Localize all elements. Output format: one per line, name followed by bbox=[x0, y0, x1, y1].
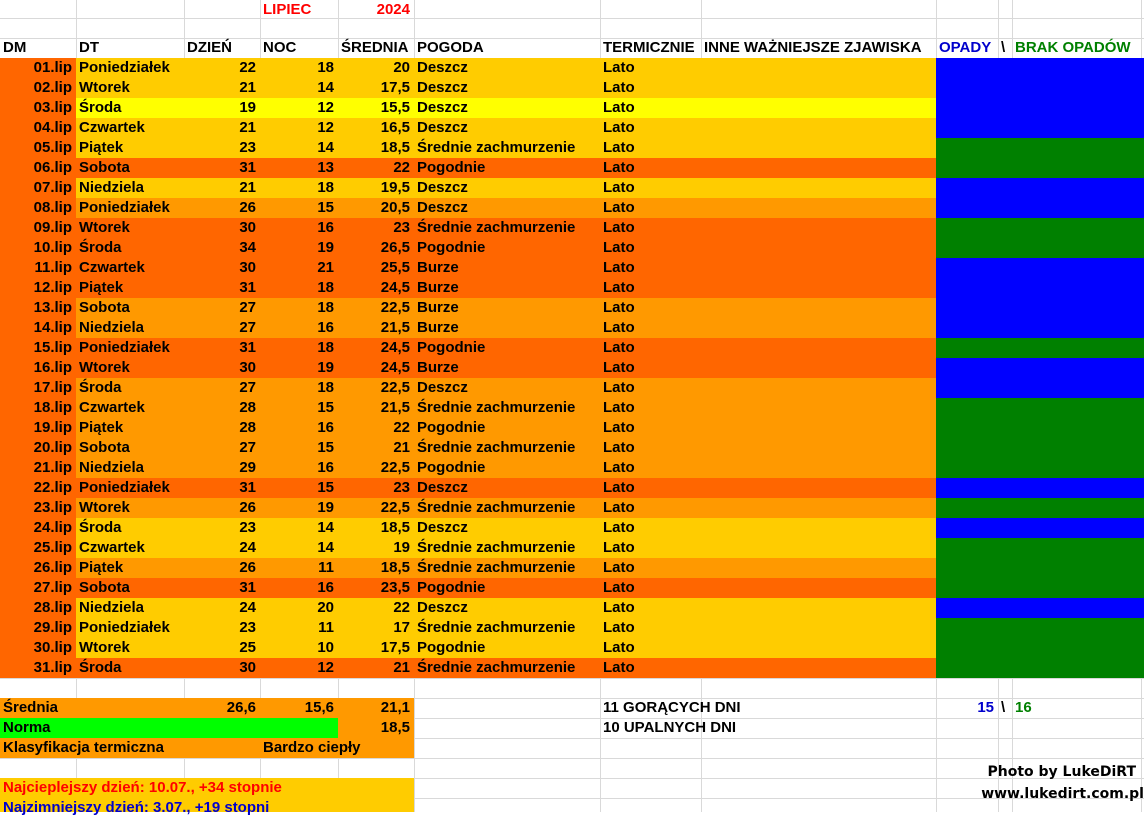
day-temp-cell: 27 bbox=[239, 379, 256, 396]
weekday-cell: Wtorek bbox=[79, 499, 130, 516]
header-pogoda: POGODA bbox=[417, 39, 484, 56]
avg-temp-cell: 22,5 bbox=[380, 299, 410, 316]
avg-temp-cell: 24,5 bbox=[380, 279, 410, 296]
night-temp-cell: 14 bbox=[317, 139, 334, 156]
thermal-cell: Lato bbox=[603, 539, 635, 556]
precip-dry-cell bbox=[936, 418, 1144, 438]
day-temp-cell: 26 bbox=[239, 499, 256, 516]
precip-rain-cell bbox=[936, 298, 1144, 318]
warmest-day-note: Najcieplejszy dzień: 10.07., +34 stopnie bbox=[3, 779, 282, 796]
header-dm: DM bbox=[3, 39, 27, 56]
thermal-cell: Lato bbox=[603, 179, 635, 196]
avg-temp-cell: 23 bbox=[393, 219, 410, 236]
precip-rain-cell bbox=[936, 198, 1144, 218]
weekday-cell: Środa bbox=[79, 99, 122, 116]
thermal-cell: Lato bbox=[603, 639, 635, 656]
day-temp-cell: 23 bbox=[239, 139, 256, 156]
precip-dry-cell bbox=[936, 638, 1144, 658]
date-cell: 26.lip bbox=[33, 559, 72, 576]
weather-cell: Deszcz bbox=[417, 479, 468, 496]
thermal-cell: Lato bbox=[603, 419, 635, 436]
day-temp-cell: 31 bbox=[239, 479, 256, 496]
header-noc: NOC bbox=[263, 39, 297, 56]
night-temp-cell: 15 bbox=[317, 399, 334, 416]
day-temp-cell: 28 bbox=[239, 419, 256, 436]
avg-temp-cell: 22,5 bbox=[380, 379, 410, 396]
thermal-cell: Lato bbox=[603, 79, 635, 96]
date-cell: 12.lip bbox=[33, 279, 72, 296]
coldest-day-note: Najzimniejszy dzień: 3.07., +19 stopni bbox=[3, 799, 270, 816]
precip-rain-cell bbox=[936, 58, 1144, 78]
weather-cell: Burze bbox=[417, 259, 459, 276]
precip-dry-cell bbox=[936, 618, 1144, 638]
thermal-cell: Lato bbox=[603, 219, 635, 236]
precip-rain-cell bbox=[936, 518, 1144, 538]
precip-rain-cell bbox=[936, 78, 1144, 98]
avg-temp-cell: 17,5 bbox=[380, 79, 410, 96]
night-temp-cell: 21 bbox=[317, 259, 334, 276]
day-temp-cell: 19 bbox=[239, 99, 256, 116]
day-temp-cell: 30 bbox=[239, 259, 256, 276]
avg-temp-cell: 23 bbox=[393, 479, 410, 496]
month-title: LIPIEC bbox=[263, 1, 312, 18]
weather-cell: Średnie zachmurzenie bbox=[417, 139, 576, 156]
weekday-cell: Niedziela bbox=[79, 459, 145, 476]
thermal-cell: Lato bbox=[603, 319, 635, 336]
thermal-cell: Lato bbox=[603, 359, 635, 376]
precip-rain-cell bbox=[936, 118, 1144, 138]
photo-credit: Photo by LukeDiRT bbox=[987, 764, 1136, 780]
weather-cell: Deszcz bbox=[417, 519, 468, 536]
night-temp-cell: 16 bbox=[317, 419, 334, 436]
weather-cell: Burze bbox=[417, 279, 459, 296]
night-temp-cell: 19 bbox=[317, 499, 334, 516]
night-temp-cell: 15 bbox=[317, 479, 334, 496]
weather-cell: Średnie zachmurzenie bbox=[417, 619, 576, 636]
avg-temp-cell: 21,5 bbox=[380, 399, 410, 416]
avg-temp-cell: 21,5 bbox=[380, 319, 410, 336]
avg-temp-cell: 20,5 bbox=[380, 199, 410, 216]
night-temp-cell: 19 bbox=[317, 359, 334, 376]
srednia-label: Średnia bbox=[3, 699, 59, 716]
day-temp-cell: 23 bbox=[239, 619, 256, 636]
date-cell: 06.lip bbox=[33, 159, 72, 176]
avg-temp-cell: 19,5 bbox=[380, 179, 410, 196]
day-temp-cell: 24 bbox=[239, 539, 256, 556]
precip-rain-cell bbox=[936, 598, 1144, 618]
date-cell: 16.lip bbox=[33, 359, 72, 376]
precip-rain-cell bbox=[936, 278, 1144, 298]
night-temp-cell: 11 bbox=[318, 559, 334, 576]
day-temp-cell: 30 bbox=[239, 659, 256, 676]
weekday-cell: Czwartek bbox=[79, 119, 145, 136]
weekday-cell: Sobota bbox=[79, 579, 130, 596]
grid-row-line bbox=[0, 758, 1144, 759]
header-dt: DT bbox=[79, 39, 99, 56]
weekday-cell: Wtorek bbox=[79, 639, 130, 656]
date-cell: 31.lip bbox=[33, 659, 72, 676]
year-title: 2024 bbox=[376, 1, 410, 18]
night-temp-cell: 20 bbox=[317, 599, 334, 616]
weekday-cell: Piątek bbox=[79, 279, 124, 296]
day-temp-cell: 31 bbox=[239, 339, 256, 356]
weather-cell: Średnie zachmurzenie bbox=[417, 559, 576, 576]
thermal-cell: Lato bbox=[603, 579, 635, 596]
website-credit: www.lukedirt.com.pl bbox=[981, 786, 1144, 802]
avg-temp-cell: 19 bbox=[393, 539, 410, 556]
weekday-cell: Niedziela bbox=[79, 599, 145, 616]
thermal-cell: Lato bbox=[603, 259, 635, 276]
grid-row-line bbox=[0, 18, 1144, 19]
weather-cell: Średnie zachmurzenie bbox=[417, 399, 576, 416]
weather-cell: Deszcz bbox=[417, 199, 468, 216]
weekday-cell: Niedziela bbox=[79, 319, 145, 336]
night-temp-cell: 14 bbox=[317, 519, 334, 536]
weather-cell: Deszcz bbox=[417, 59, 468, 76]
srednia-day: 26,6 bbox=[226, 699, 256, 716]
thermal-cell: Lato bbox=[603, 399, 635, 416]
avg-temp-cell: 22,5 bbox=[380, 499, 410, 516]
date-cell: 11.lip bbox=[34, 259, 72, 276]
scorching-days-count: 10 UPALNYCH DNI bbox=[603, 719, 737, 736]
night-temp-cell: 14 bbox=[317, 79, 334, 96]
weather-cell: Deszcz bbox=[417, 79, 468, 96]
weather-cell: Deszcz bbox=[417, 379, 468, 396]
weather-cell: Średnie zachmurzenie bbox=[417, 539, 576, 556]
day-temp-cell: 27 bbox=[239, 299, 256, 316]
weekday-cell: Czwartek bbox=[79, 399, 145, 416]
avg-temp-cell: 21 bbox=[393, 659, 410, 676]
weather-cell: Średnie zachmurzenie bbox=[417, 499, 576, 516]
avg-temp-cell: 23,5 bbox=[380, 579, 410, 596]
weather-cell: Pogodnie bbox=[417, 459, 486, 476]
thermal-cell: Lato bbox=[603, 59, 635, 76]
thermal-cell: Lato bbox=[603, 379, 635, 396]
thermal-cell: Lato bbox=[603, 339, 635, 356]
avg-temp-cell: 15,5 bbox=[380, 99, 410, 116]
weekday-cell: Sobota bbox=[79, 299, 130, 316]
day-temp-cell: 30 bbox=[239, 359, 256, 376]
weekday-cell: Środa bbox=[79, 659, 122, 676]
date-cell: 15.lip bbox=[33, 339, 72, 356]
day-temp-cell: 29 bbox=[239, 459, 256, 476]
date-cell: 20.lip bbox=[33, 439, 72, 456]
avg-temp-cell: 18,5 bbox=[380, 139, 410, 156]
thermal-cell: Lato bbox=[603, 159, 635, 176]
norma-value: 18,5 bbox=[380, 719, 410, 736]
weekday-cell: Czwartek bbox=[79, 259, 145, 276]
weather-cell: Deszcz bbox=[417, 119, 468, 136]
night-temp-cell: 18 bbox=[317, 379, 334, 396]
night-temp-cell: 14 bbox=[317, 539, 334, 556]
precip-dry-cell bbox=[936, 458, 1144, 478]
header-opady: OPADY bbox=[939, 39, 992, 56]
night-temp-cell: 16 bbox=[317, 319, 334, 336]
weather-cell: Średnie zachmurzenie bbox=[417, 439, 576, 456]
night-temp-cell: 15 bbox=[317, 199, 334, 216]
weather-cell: Pogodnie bbox=[417, 239, 486, 256]
precip-rain-cell bbox=[936, 378, 1144, 398]
avg-temp-cell: 22 bbox=[393, 599, 410, 616]
date-cell: 02.lip bbox=[33, 79, 72, 96]
date-cell: 24.lip bbox=[33, 519, 72, 536]
thermal-cell: Lato bbox=[603, 519, 635, 536]
date-cell: 08.lip bbox=[33, 199, 72, 216]
night-temp-cell: 11 bbox=[318, 619, 334, 636]
avg-temp-cell: 22 bbox=[393, 419, 410, 436]
weather-cell: Pogodnie bbox=[417, 339, 486, 356]
precip-rain-cell bbox=[936, 358, 1144, 378]
weather-cell: Burze bbox=[417, 359, 459, 376]
precip-rain-cell bbox=[936, 318, 1144, 338]
day-temp-cell: 23 bbox=[239, 519, 256, 536]
night-temp-cell: 12 bbox=[317, 659, 334, 676]
day-temp-cell: 24 bbox=[239, 599, 256, 616]
weekday-cell: Środa bbox=[79, 519, 122, 536]
dry-days-count: 16 bbox=[1015, 699, 1032, 716]
weather-cell: Średnie zachmurzenie bbox=[417, 219, 576, 236]
weekday-cell: Wtorek bbox=[79, 359, 130, 376]
day-temp-cell: 30 bbox=[239, 219, 256, 236]
weather-cell: Burze bbox=[417, 299, 459, 316]
weekday-cell: Środa bbox=[79, 239, 122, 256]
precip-dry-cell bbox=[936, 538, 1144, 558]
date-cell: 22.lip bbox=[33, 479, 72, 496]
avg-temp-cell: 16,5 bbox=[380, 119, 410, 136]
klasyfikacja-value: Bardzo ciepły bbox=[263, 739, 361, 756]
date-cell: 21.lip bbox=[33, 459, 72, 476]
thermal-cell: Lato bbox=[603, 559, 635, 576]
weather-cell: Burze bbox=[417, 319, 459, 336]
avg-temp-cell: 17,5 bbox=[380, 639, 410, 656]
thermal-cell: Lato bbox=[603, 619, 635, 636]
weather-cell: Deszcz bbox=[417, 179, 468, 196]
count-separator: \ bbox=[1001, 699, 1006, 716]
weekday-cell: Poniedziałek bbox=[79, 339, 170, 356]
precip-dry-cell bbox=[936, 398, 1144, 418]
thermal-cell: Lato bbox=[603, 499, 635, 516]
header-brak-opadow: BRAK OPADÓW bbox=[1015, 39, 1131, 56]
date-cell: 13.lip bbox=[33, 299, 72, 316]
thermal-cell: Lato bbox=[603, 439, 635, 456]
precip-rain-cell bbox=[936, 258, 1144, 278]
date-cell: 30.lip bbox=[33, 639, 72, 656]
weather-cell: Pogodnie bbox=[417, 639, 486, 656]
weather-cell: Deszcz bbox=[417, 99, 468, 116]
night-temp-cell: 19 bbox=[317, 239, 334, 256]
avg-temp-cell: 25,5 bbox=[380, 259, 410, 276]
weekday-cell: Poniedziałek bbox=[79, 199, 170, 216]
date-cell: 17.lip bbox=[33, 379, 72, 396]
thermal-cell: Lato bbox=[603, 279, 635, 296]
weekday-cell: Poniedziałek bbox=[79, 479, 170, 496]
day-temp-cell: 21 bbox=[239, 119, 256, 136]
srednia-avg: 21,1 bbox=[380, 699, 410, 716]
thermal-cell: Lato bbox=[603, 479, 635, 496]
thermal-cell: Lato bbox=[603, 99, 635, 116]
date-cell: 28.lip bbox=[33, 599, 72, 616]
night-temp-cell: 18 bbox=[317, 59, 334, 76]
day-temp-cell: 31 bbox=[239, 579, 256, 596]
avg-temp-cell: 17 bbox=[393, 619, 410, 636]
weekday-cell: Sobota bbox=[79, 439, 130, 456]
header-termicznie: TERMICZNIE bbox=[603, 39, 695, 56]
weekday-cell: Piątek bbox=[79, 139, 124, 156]
night-temp-cell: 18 bbox=[317, 299, 334, 316]
weather-cell: Pogodnie bbox=[417, 159, 486, 176]
avg-temp-cell: 21 bbox=[393, 439, 410, 456]
avg-temp-cell: 26,5 bbox=[380, 239, 410, 256]
norma-label: Norma bbox=[3, 719, 51, 736]
night-temp-cell: 16 bbox=[317, 219, 334, 236]
avg-temp-cell: 18,5 bbox=[380, 519, 410, 536]
weekday-cell: Niedziela bbox=[79, 179, 145, 196]
night-temp-cell: 18 bbox=[317, 339, 334, 356]
weekday-cell: Wtorek bbox=[79, 219, 130, 236]
night-temp-cell: 10 bbox=[317, 639, 334, 656]
date-cell: 09.lip bbox=[33, 219, 72, 236]
thermal-cell: Lato bbox=[603, 139, 635, 156]
thermal-cell: Lato bbox=[603, 299, 635, 316]
weather-cell: Pogodnie bbox=[417, 579, 486, 596]
weekday-cell: Sobota bbox=[79, 159, 130, 176]
night-temp-cell: 16 bbox=[317, 579, 334, 596]
precip-rain-cell bbox=[936, 98, 1144, 118]
hot-days-count: 11 GORĄCYCH DNI bbox=[603, 699, 741, 716]
weekday-cell: Czwartek bbox=[79, 539, 145, 556]
thermal-cell: Lato bbox=[603, 199, 635, 216]
weekday-cell: Poniedziałek bbox=[79, 59, 170, 76]
precip-dry-cell bbox=[936, 658, 1144, 678]
day-temp-cell: 26 bbox=[239, 559, 256, 576]
precip-dry-cell bbox=[936, 558, 1144, 578]
precip-dry-cell bbox=[936, 338, 1144, 358]
day-temp-cell: 21 bbox=[239, 79, 256, 96]
date-cell: 03.lip bbox=[33, 99, 72, 116]
date-cell: 27.lip bbox=[33, 579, 72, 596]
date-cell: 07.lip bbox=[33, 179, 72, 196]
date-cell: 05.lip bbox=[33, 139, 72, 156]
weekday-cell: Wtorek bbox=[79, 79, 130, 96]
precip-dry-cell bbox=[936, 218, 1144, 238]
precip-dry-cell bbox=[936, 138, 1144, 158]
day-temp-cell: 34 bbox=[239, 239, 256, 256]
night-temp-cell: 15 bbox=[317, 439, 334, 456]
header-separator: \ bbox=[1001, 39, 1006, 56]
weather-cell: Deszcz bbox=[417, 599, 468, 616]
weather-cell: Pogodnie bbox=[417, 419, 486, 436]
precip-dry-cell bbox=[936, 158, 1144, 178]
rain-days-count: 15 bbox=[977, 699, 994, 716]
night-temp-cell: 12 bbox=[317, 99, 334, 116]
day-temp-cell: 21 bbox=[239, 179, 256, 196]
precip-dry-cell bbox=[936, 578, 1144, 598]
precip-rain-cell bbox=[936, 478, 1144, 498]
night-temp-cell: 18 bbox=[317, 179, 334, 196]
avg-temp-cell: 20 bbox=[393, 59, 410, 76]
date-cell: 04.lip bbox=[33, 119, 72, 136]
weekday-cell: Środa bbox=[79, 379, 122, 396]
precip-dry-cell bbox=[936, 238, 1144, 258]
day-temp-cell: 25 bbox=[239, 639, 256, 656]
srednia-night: 15,6 bbox=[304, 699, 334, 716]
date-cell: 25.lip bbox=[33, 539, 72, 556]
header-srednia: ŚREDNIA bbox=[341, 39, 409, 56]
day-temp-cell: 31 bbox=[239, 159, 256, 176]
day-temp-cell: 27 bbox=[239, 319, 256, 336]
date-cell: 10.lip bbox=[33, 239, 72, 256]
avg-temp-cell: 18,5 bbox=[380, 559, 410, 576]
thermal-cell: Lato bbox=[603, 119, 635, 136]
day-temp-cell: 28 bbox=[239, 399, 256, 416]
precip-dry-cell bbox=[936, 498, 1144, 518]
weather-cell: Średnie zachmurzenie bbox=[417, 659, 576, 676]
night-temp-cell: 13 bbox=[317, 159, 334, 176]
day-temp-cell: 31 bbox=[239, 279, 256, 296]
date-cell: 14.lip bbox=[33, 319, 72, 336]
night-temp-cell: 12 bbox=[317, 119, 334, 136]
day-temp-cell: 26 bbox=[239, 199, 256, 216]
thermal-cell: Lato bbox=[603, 599, 635, 616]
avg-temp-cell: 22,5 bbox=[380, 459, 410, 476]
night-temp-cell: 18 bbox=[317, 279, 334, 296]
weekday-cell: Piątek bbox=[79, 559, 124, 576]
date-cell: 01.lip bbox=[33, 59, 72, 76]
header-dzien: DZIEŃ bbox=[187, 39, 232, 56]
date-cell: 19.lip bbox=[33, 419, 72, 436]
grid-row-line bbox=[0, 678, 1144, 679]
day-temp-cell: 22 bbox=[239, 59, 256, 76]
date-cell: 18.lip bbox=[33, 399, 72, 416]
weekday-cell: Poniedziałek bbox=[79, 619, 170, 636]
night-temp-cell: 16 bbox=[317, 459, 334, 476]
avg-temp-cell: 24,5 bbox=[380, 359, 410, 376]
thermal-cell: Lato bbox=[603, 459, 635, 476]
klasyfikacja-label: Klasyfikacja termiczna bbox=[3, 739, 164, 756]
avg-temp-cell: 22 bbox=[393, 159, 410, 176]
thermal-cell: Lato bbox=[603, 239, 635, 256]
weekday-cell: Piątek bbox=[79, 419, 124, 436]
precip-rain-cell bbox=[936, 178, 1144, 198]
precip-dry-cell bbox=[936, 438, 1144, 458]
thermal-cell: Lato bbox=[603, 659, 635, 676]
header-inne: INNE WAŻNIEJSZE ZJAWISKA bbox=[704, 39, 922, 56]
date-cell: 23.lip bbox=[33, 499, 72, 516]
date-cell: 29.lip bbox=[33, 619, 72, 636]
avg-temp-cell: 24,5 bbox=[380, 339, 410, 356]
day-temp-cell: 27 bbox=[239, 439, 256, 456]
